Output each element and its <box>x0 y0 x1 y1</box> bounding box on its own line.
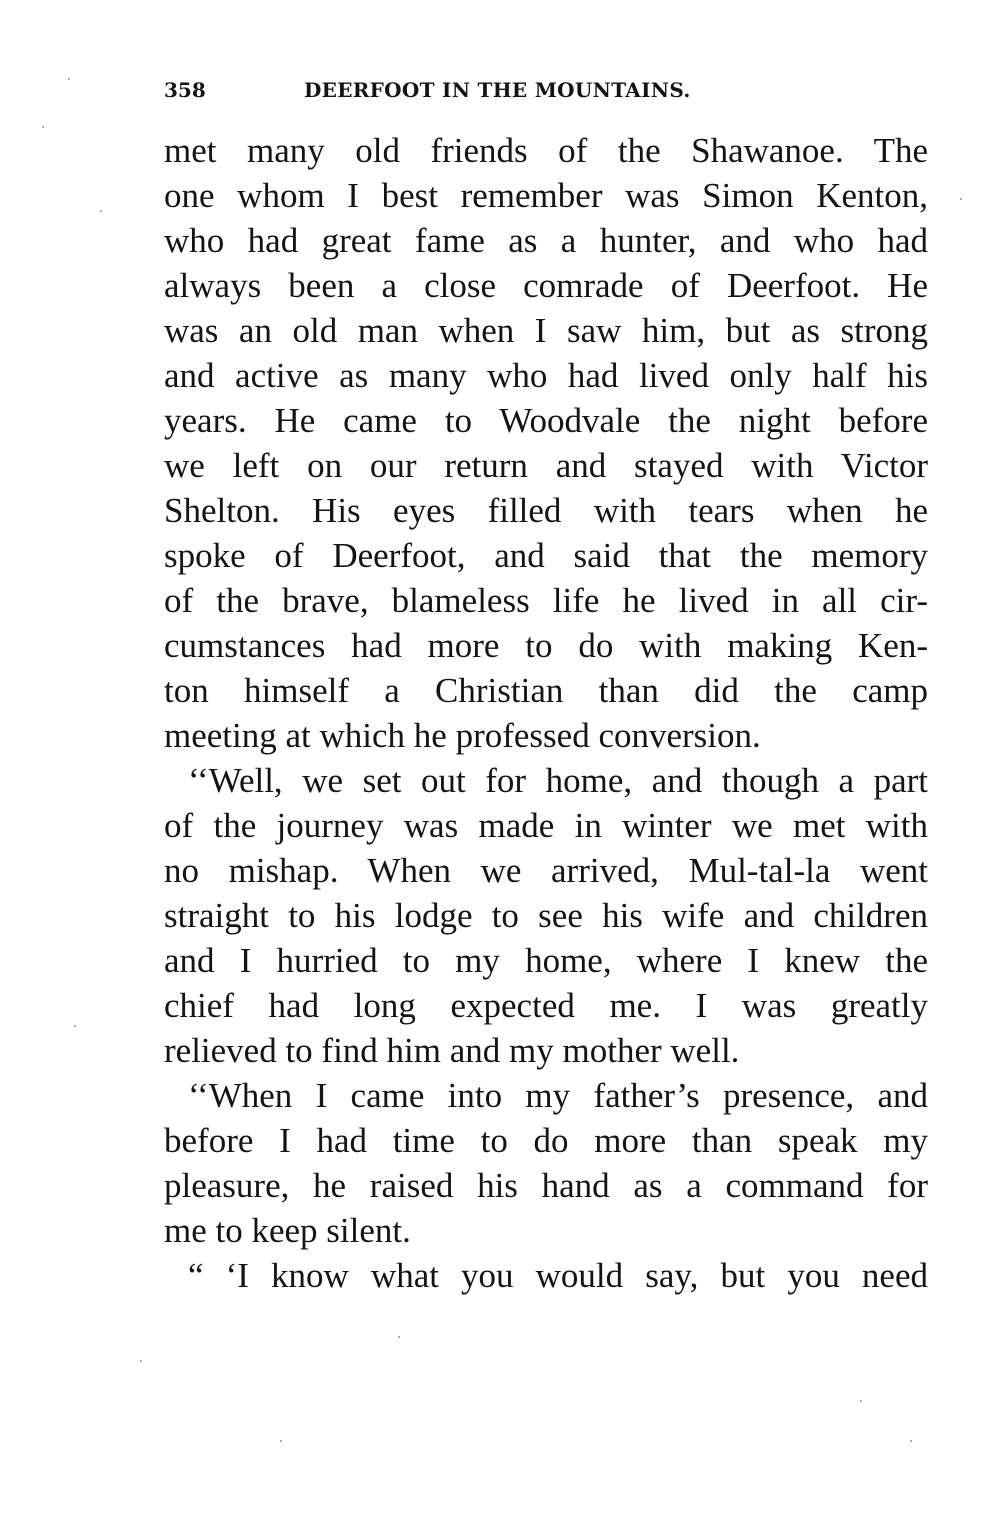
text-line: straight to his lodge to see his wife and children <box>164 896 928 935</box>
scan-speck <box>74 1025 76 1027</box>
text-line: was an old man when I saw him, but as strong <box>164 311 928 350</box>
scan-speck <box>398 1336 400 1338</box>
text-line: me to keep silent. <box>164 1211 411 1250</box>
scan-speck <box>910 1440 912 1442</box>
text-line: relieved to find him and my mother well. <box>164 1031 740 1070</box>
text-line: one whom I best remember was Simon Kenton, <box>164 176 928 215</box>
text-line: and I hurried to my home, where I knew the <box>164 941 928 980</box>
body-text <box>164 128 928 1298</box>
scan-speck <box>280 1440 282 1442</box>
text-line: ‘‘Well, we set out for home, and though a part <box>188 761 928 800</box>
scan-speck <box>42 126 44 128</box>
text-line: and active as many who had lived only half his <box>164 356 928 395</box>
text-line: before I had time to do more than speak my <box>164 1121 928 1160</box>
text-line: “ ‘I know what you would say, but you need <box>188 1256 928 1295</box>
text-line: of the journey was made in winter we met with <box>164 806 928 845</box>
text-line: Shelton. His eyes filled with tears when he <box>164 491 928 530</box>
text-line: always been a close comrade of Deerfoot. He <box>164 266 928 305</box>
text-line: who had great fame as a hunter, and who had <box>164 221 928 260</box>
page-number: 358 <box>164 78 206 102</box>
text-line: chief had long expected me. I was greatly <box>164 986 928 1025</box>
scan-speck <box>140 1360 142 1362</box>
scan-speck <box>860 1400 862 1402</box>
text-line: we left on our return and stayed with Victor <box>164 446 928 485</box>
text-line: no mishap. When we arrived, Mul-tal-la went <box>164 851 928 890</box>
text-line: of the brave, blameless life he lived in all cir- <box>164 581 928 620</box>
scan-speck <box>960 198 962 200</box>
text-line: cumstances had more to do with making Ken- <box>164 626 928 665</box>
text-line: pleasure, he raised his hand as a command for <box>164 1166 928 1205</box>
text-line: ton himself a Christian than did the camp <box>164 671 928 710</box>
text-line: ‘‘When I came into my father’s presence, and <box>188 1076 928 1115</box>
scan-speck <box>68 78 70 80</box>
text-line: spoke of Deerfoot, and said that the memory <box>164 536 928 575</box>
text-line: years. He came to Woodvale the night before <box>164 401 928 440</box>
page-header <box>164 70 928 110</box>
running-head: DEERFOOT IN THE MOUNTAINS. <box>304 78 691 102</box>
text-line: met many old friends of the Shawanoe. The <box>164 131 928 170</box>
text-line: meeting at which he professed conversion. <box>164 716 761 755</box>
scan-speck <box>100 210 102 212</box>
